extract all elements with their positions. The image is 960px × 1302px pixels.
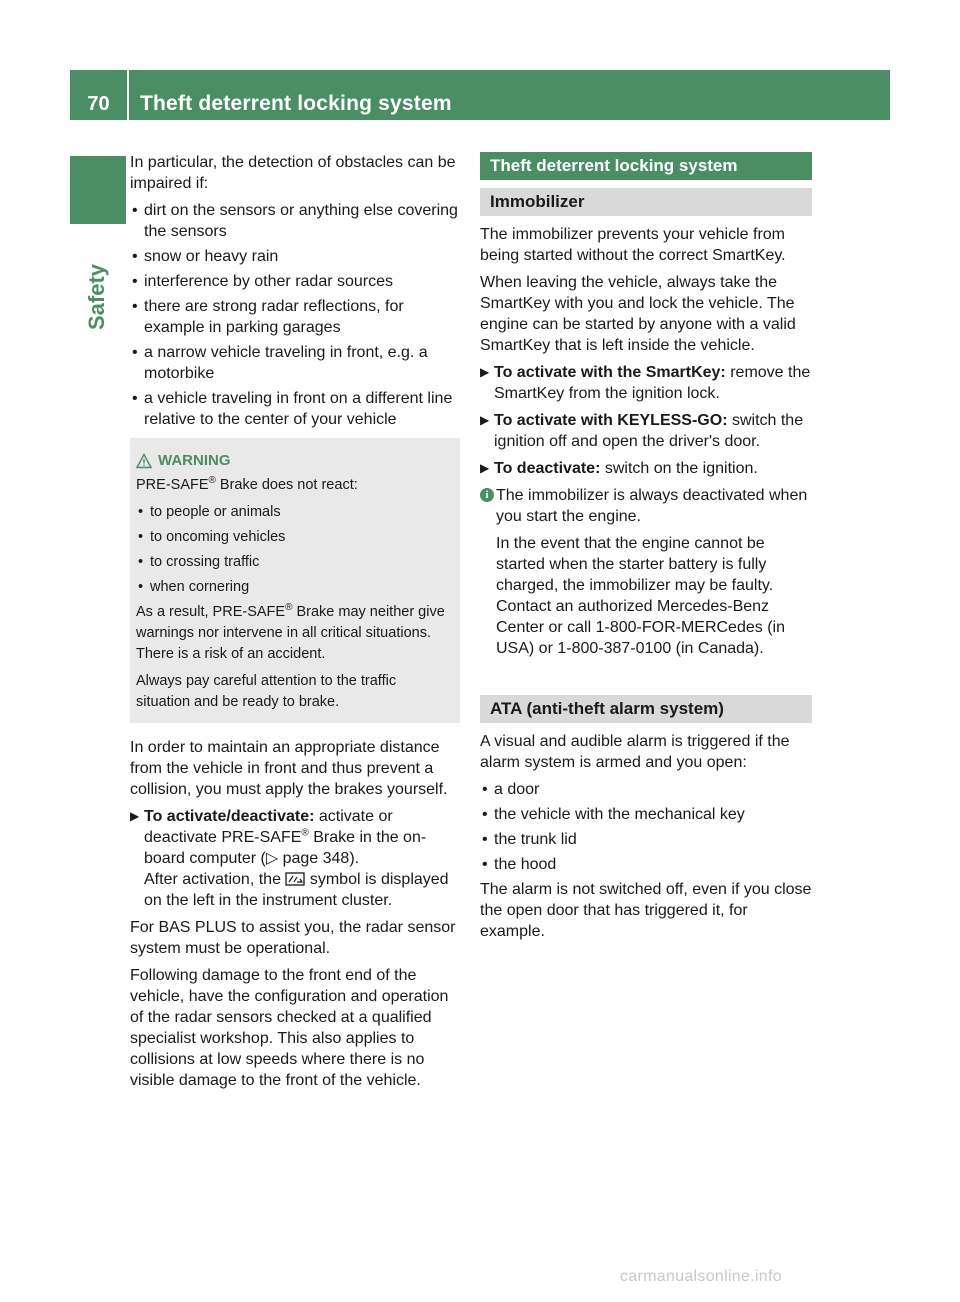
side-tab — [70, 156, 126, 224]
warning-box — [130, 438, 460, 723]
warning-result: As a result, PRE-SAFE® Brake may neither give warnings nor intervene in all critical situations. There is a risk of an accident. — [136, 602, 445, 662]
immobilizer-heading: Immobilizer — [480, 188, 812, 216]
bas-paragraph: For BAS PLUS to assist you, the radar sensor system must be operational. — [130, 919, 456, 957]
distance-warning-symbol-icon — [285, 872, 305, 886]
header-divider — [127, 70, 129, 120]
list-item: • to oncoming vehicles — [136, 527, 454, 548]
list-item: • the vehicle with the mechanical key — [480, 804, 812, 825]
ata-outro: The alarm is not switched off, even if you close the open door that has triggered it, for example. — [480, 881, 812, 940]
list-item: • a narrow vehicle traveling in front, e.g. a motorbike — [130, 342, 460, 384]
left-column — [130, 152, 460, 1097]
activate-step: ▶ To activate/deactivate: activate or deactivate PRE-SAFE® Brake in the on-board computer (▷ page 348). After activation, the symbol is displayed on the left in the instrument cluster. — [130, 808, 449, 909]
list-item: • a vehicle traveling in front on a different line relative to the center of your vehicle — [130, 388, 460, 430]
note-text: In the event that the engine cannot be started when the starter battery is fully charged, the immobilizer may be faulty. Contact an authorized Mercedes-Benz Center or call 1-800-FOR-MERCedes (in USA) or 1-800-387-0100 (in Canada). — [496, 535, 785, 657]
warning-title — [136, 450, 454, 471]
damage-paragraph: Following damage to the front end of the vehicle, have the configuration and operation of the radar sensors checked at a qualified specialist workshop. This also applies to collisions at low speeds where there is no visible damage to the front of the vehicle. — [130, 967, 449, 1089]
warning-triangle-icon — [136, 453, 152, 469]
watermark: carmanualsonline.info — [620, 1268, 782, 1285]
page-title: Theft deterrent locking system — [140, 92, 452, 115]
warning-statement: PRE-SAFE® Brake does not react: — [136, 475, 358, 493]
step-keyless-go: ▶ To activate with KEYLESS-GO: switch the ignition off and open the driver's door. — [480, 412, 804, 450]
list-item: • the hood — [480, 854, 812, 875]
step-deactivate: ▶ To deactivate: switch on the ignition. — [480, 460, 758, 477]
section-side-label: Safety — [84, 263, 109, 330]
list-item: • when cornering — [136, 577, 454, 598]
note-text: The immobilizer is always deactivated when you start the engine. — [496, 487, 808, 525]
step-arrow-icon: ▶ — [480, 461, 490, 475]
leaving-paragraph: When leaving the vehicle, always take the SmartKey with you and lock the vehicle. The engine can be started by anyone with a valid SmartKey that is left inside the vehicle. — [480, 274, 796, 354]
step-smartkey: ▶ To activate with the SmartKey: remove the SmartKey from the ignition lock. — [480, 364, 811, 402]
list-item: • to crossing traffic — [136, 552, 454, 573]
ata-intro: A visual and audible alarm is triggered if the alarm system is armed and you open: — [480, 733, 790, 771]
immobilizer-intro: The immobilizer prevents your vehicle from being started without the correct SmartKey. — [480, 226, 786, 264]
warning-advice: Always pay careful attention to the traffic situation and be ready to brake. — [136, 673, 397, 710]
page-reference-link[interactable]: ▷ page 348 — [265, 850, 350, 867]
step-arrow-icon: ▶ — [480, 413, 490, 427]
ata-heading: ATA (anti-theft alarm system) — [480, 695, 812, 723]
impairment-list — [130, 200, 460, 430]
list-item: • there are strong radar reflections, for example in parking garages — [130, 296, 460, 338]
list-item: • snow or heavy rain — [130, 246, 460, 267]
distance-paragraph: In order to maintain an appropriate distance from the vehicle in front and thus prevent a collision, you must apply the brakes yourself. — [130, 739, 448, 798]
warning-list — [136, 502, 454, 598]
page-number: 70 — [87, 93, 110, 115]
info-icon: i — [480, 488, 494, 502]
section-heading: Theft deterrent locking system — [480, 152, 812, 180]
list-item: • to people or animals — [136, 502, 454, 523]
list-item: • dirt on the sensors or anything else covering the sensors — [130, 200, 460, 242]
info-note — [480, 485, 812, 659]
right-column — [480, 152, 812, 948]
list-item: • the trunk lid — [480, 829, 812, 850]
impairment-intro: In particular, the detection of obstacles can be impaired if: — [130, 154, 456, 192]
list-item: • interference by other radar sources — [130, 271, 460, 292]
step-arrow-icon: ▶ — [480, 365, 490, 379]
step-arrow-icon: ▶ — [130, 809, 140, 823]
ata-list — [480, 779, 812, 875]
list-item: • a door — [480, 779, 812, 800]
warning-label: WARNING — [158, 452, 231, 469]
